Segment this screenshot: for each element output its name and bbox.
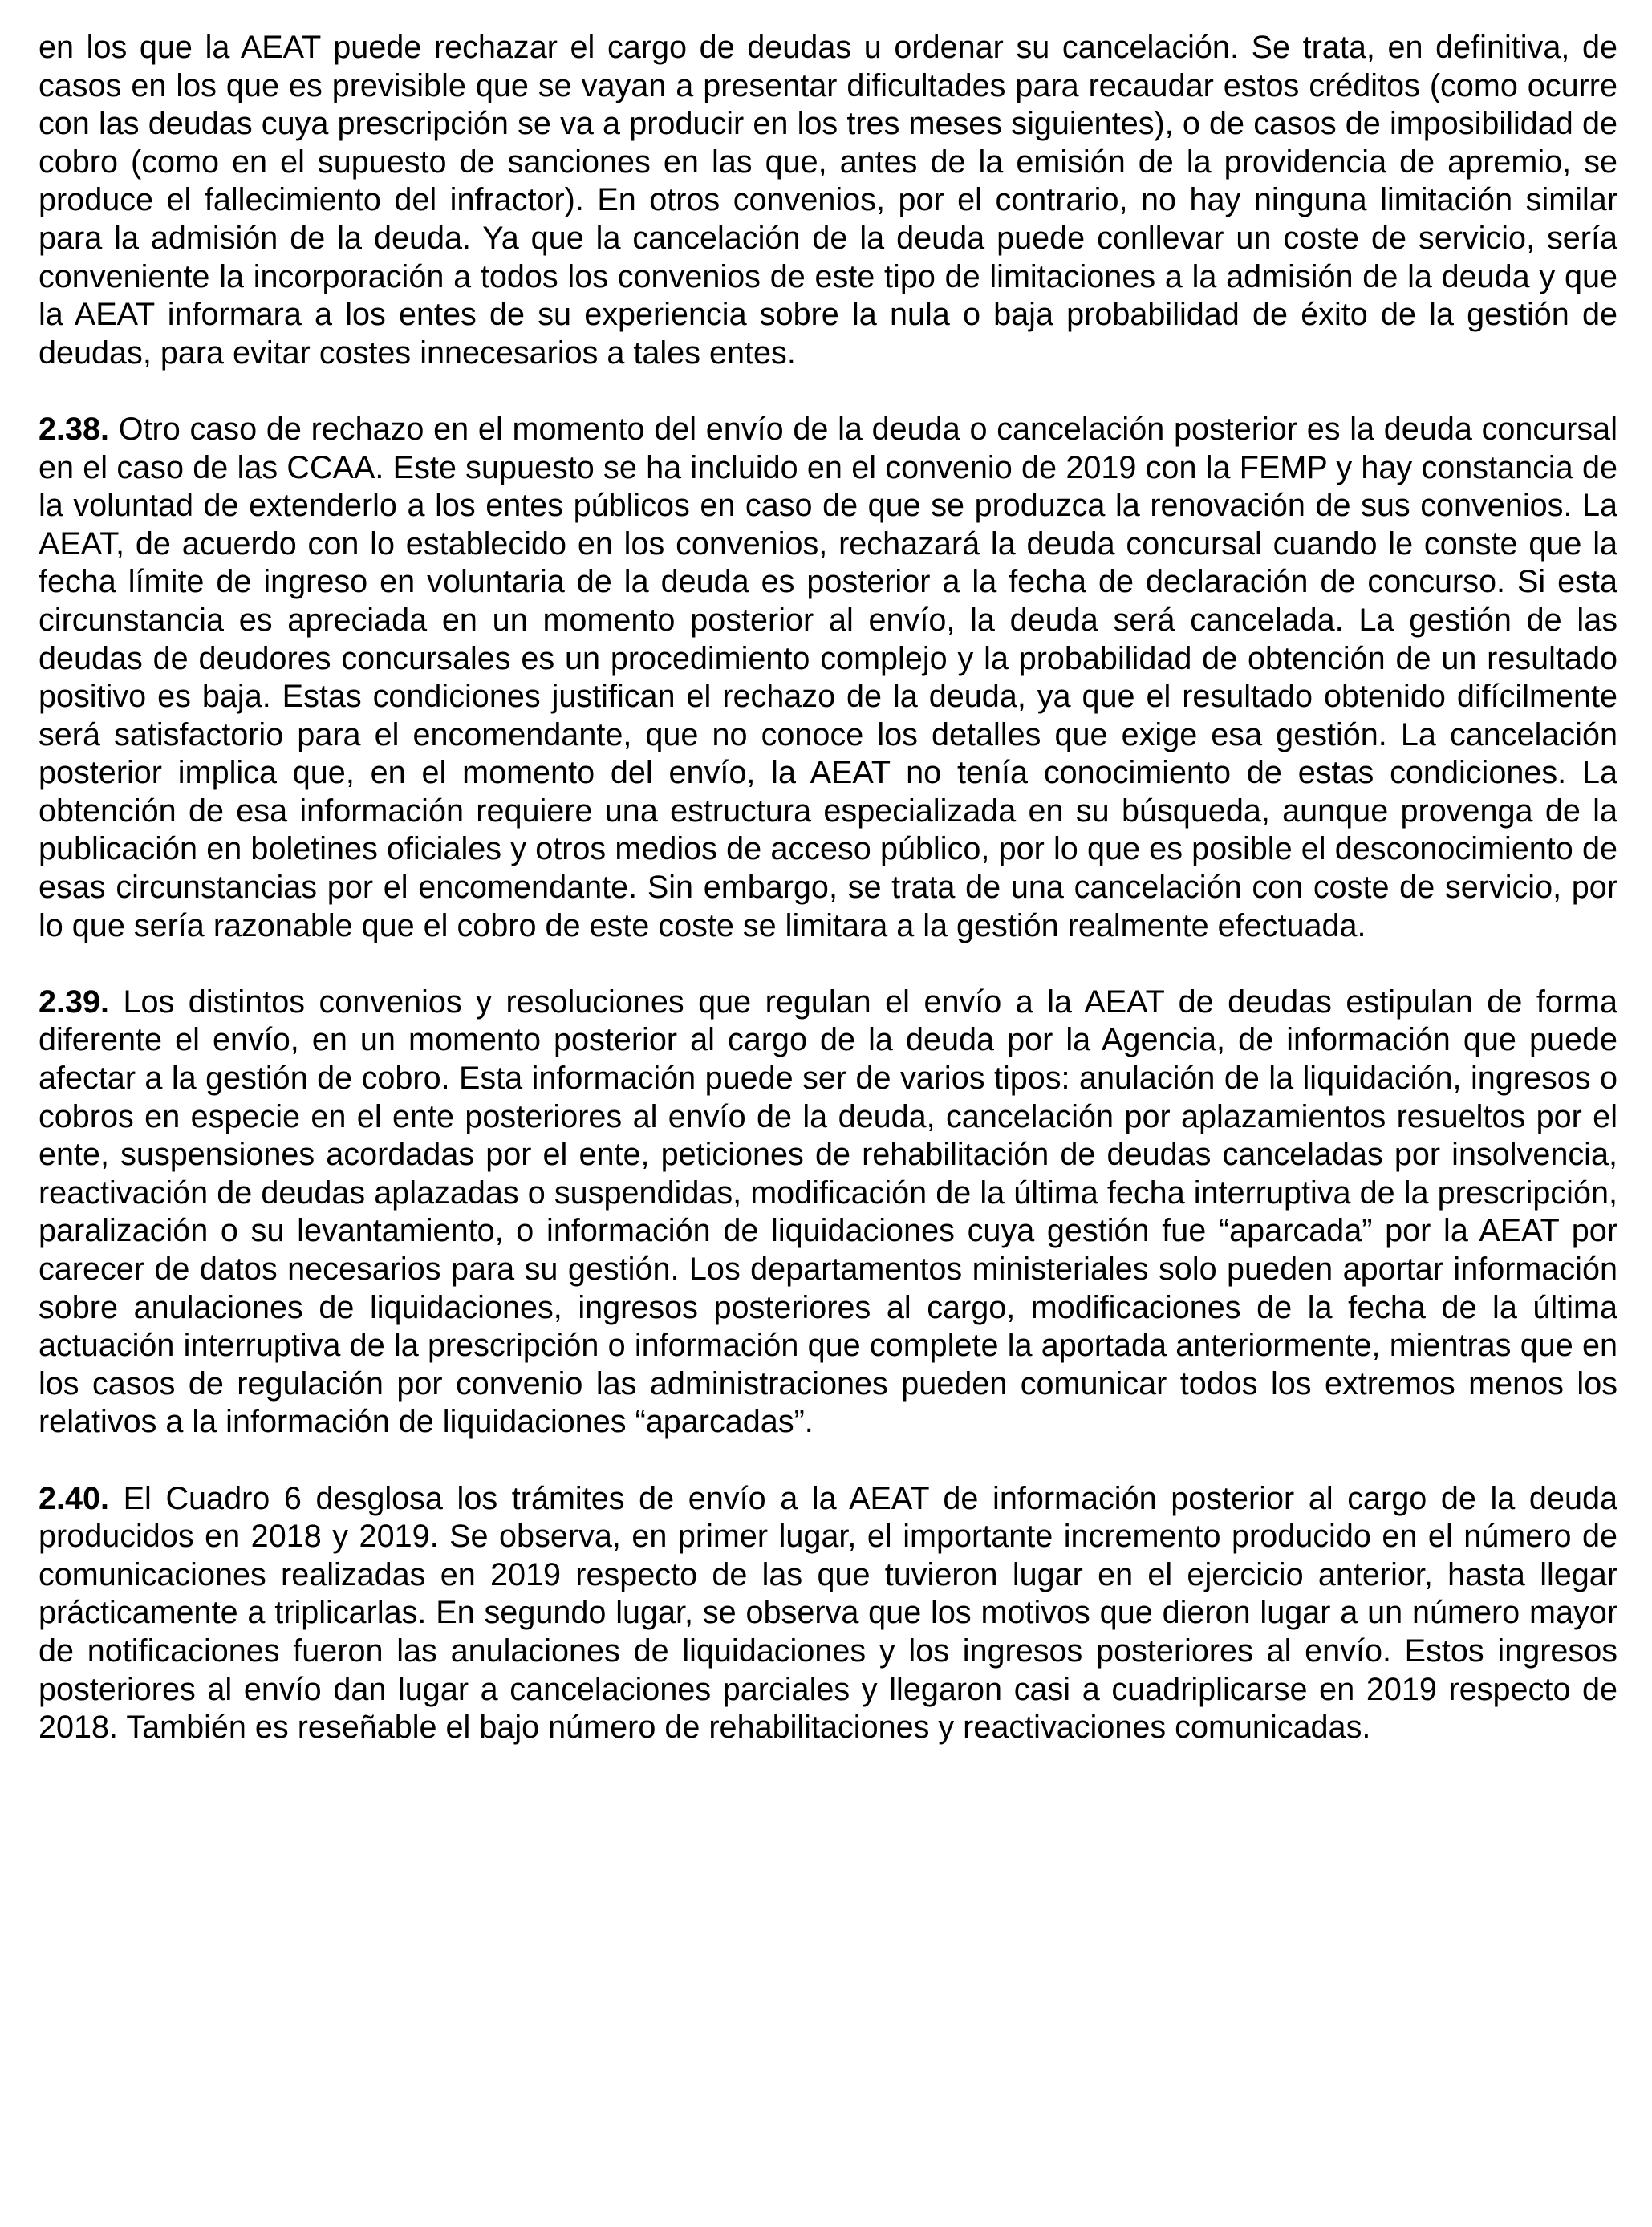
paragraph-number: 2.38. xyxy=(39,411,110,447)
paragraph-2-38 xyxy=(39,411,1617,945)
paragraph-2-40 xyxy=(39,1480,1617,1747)
paragraph-text: Los distintos convenios y resoluciones que regulan el envío a la AEAT de deudas estipulan de forma diferente el envío, en un momento posterior al cargo de la deuda por la Agencia, de información que puede afectar a la gestión de cobro. Esta información puede ser de varios tipos: anulación de la liquidación, ingresos o cobros en especie en el ente posteriores al envío de la deuda, cancelación por aplazamientos resueltos por el ente, suspensiones acordadas por el ente, peticiones de rehabilitación de deudas canceladas por insolvencia, reactivación de deudas aplazadas o suspendidas, modificación de la última fecha interruptiva de la prescripción, paralización o su levantamiento, o información de liquidaciones cuya gestión fue “aparcada” por la AEAT por carecer de datos necesarios para su gestión. Los departamentos ministeriales solo pueden aportar información sobre anulaciones de liquidaciones, ingresos posteriores al cargo, modificaciones de la fecha de la última actuación interruptiva de la prescripción o información que complete la aportada anteriormente, mientras que en los casos de regulación por convenio las administraciones pueden comunicar todos los extremos menos los relativos a la información de liquidaciones “aparcadas”. xyxy=(39,984,1617,1440)
paragraph-continuation xyxy=(39,29,1617,372)
document-page xyxy=(39,29,1617,1747)
paragraph-text: Otro caso de rechazo en el momento del envío de la deuda o cancelación posterior es la deuda concursal en el caso de las CCAA. Este supuesto se ha incluido en el convenio de 2019 con la FEMP y hay constancia de la voluntad de extenderlo a los entes públicos en caso de que se produzca la renovación de sus convenios. La AEAT, de acuerdo con lo establecido en los convenios, rechazará la deuda concursal cuando le conste que la fecha límite de ingreso en voluntaria de la deuda es posterior a la fecha de declaración de concurso. Si esta circunstancia es apreciada en un momento posterior al envío, la deuda será cancelada. La gestión de las deudas de deudores concursales es un procedimiento complejo y la probabilidad de obtención de un resultado positivo es baja. Estas condiciones justifican el rechazo de la deuda, ya que el resultado obtenido difícilmente será satisfactorio para el encomendante, que no conoce los detalles que exige esa gestión. La cancelación posterior implica que, en el momento del envío, la AEAT no tenía conocimiento de estas condiciones. La obtención de esa información requiere una estructura especializada en su búsqueda, aunque provenga de la publicación en boletines oficiales y otros medios de acceso público, por lo que es posible el desconocimiento de esas circunstancias por el encomendante. Sin embargo, se trata de una cancelación con coste de servicio, por lo que sería razonable que el cobro de este coste se limitara a la gestión realmente efectuada. xyxy=(39,411,1617,943)
paragraph-number: 2.40. xyxy=(39,1480,110,1516)
paragraph-text: El Cuadro 6 desglosa los trámites de envío a la AEAT de información posterior al cargo de la deuda producidos en 2018 y 2019. Se observa, en primer lugar, el importante incremento producido en el número de comunicaciones realizadas en 2019 respecto de las que tuvieron lugar en el ejercicio anterior, hasta llegar prácticamente a triplicarlas. En segundo lugar, se observa que los motivos que dieron lugar a un número mayor de notificaciones fueron las anulaciones de liquidaciones y los ingresos posteriores al envío. Estos ingresos posteriores al envío dan lugar a cancelaciones parciales y llegaron casi a cuadriplicarse en 2019 respecto de 2018. También es reseñable el bajo número de rehabilitaciones y reactivaciones comunicadas. xyxy=(39,1480,1617,1746)
paragraph-number: 2.39. xyxy=(39,984,110,1020)
paragraph-2-39 xyxy=(39,984,1617,1442)
paragraph-text: en los que la AEAT puede rechazar el cargo de deudas u ordenar su cancelación. Se trata, en definitiva, de casos en los que es previsible que se vayan a presentar dificultades para recaudar estos créditos (como ocurre con las deudas cuya prescripción se va a producir en los tres meses siguientes), o de casos de imposibilidad de cobro (como en el supuesto de sanciones en las que, antes de la emisión de la providencia de apremio, se produce el fallecimiento del infractor). En otros convenios, por el contrario, no hay ninguna limitación similar para la admisión de la deuda. Ya que la cancelación de la deuda puede conllevar un coste de servicio, sería conveniente la incorporación a todos los convenios de este tipo de limitaciones a la admisión de la deuda y que la AEAT informara a los entes de su experiencia sobre la nula o baja probabilidad de éxito de la gestión de deudas, para evitar costes innecesarios a tales entes. xyxy=(39,30,1617,371)
